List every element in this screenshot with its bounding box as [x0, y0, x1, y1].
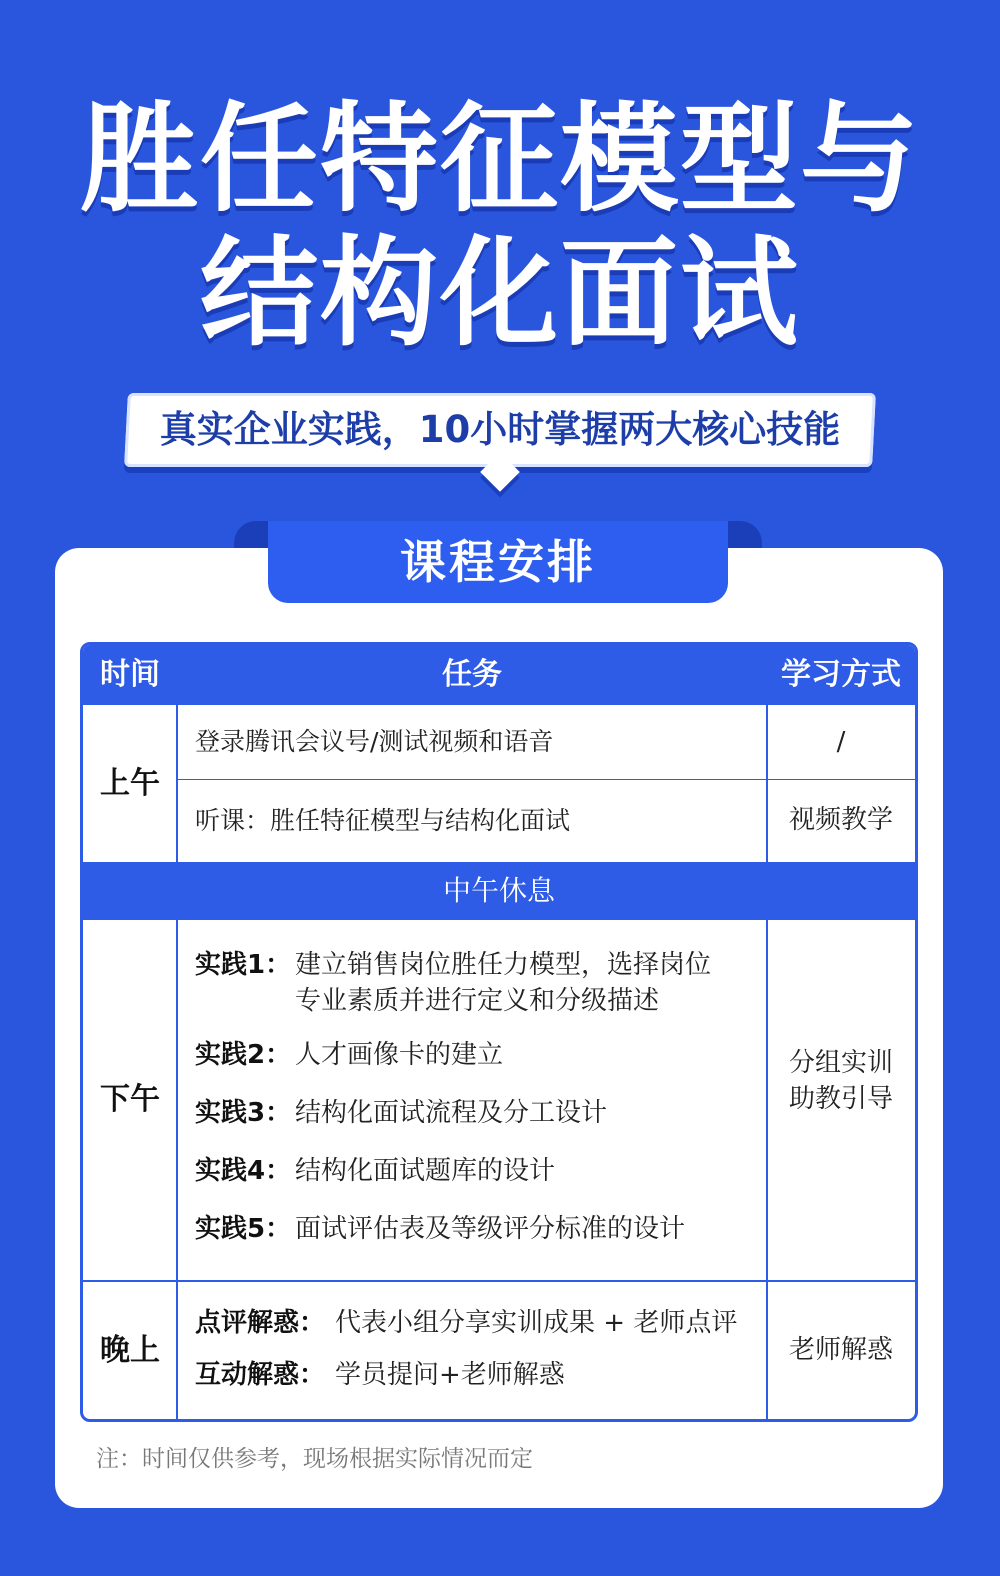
evening-method: 老师解惑 [788, 1335, 893, 1365]
page-title-line-2: 结构化面试 [199, 224, 800, 362]
evening-item-2-label: 互动解惑： [195, 1360, 326, 1390]
afternoon-method-line-1: 分组实训 [788, 1048, 893, 1078]
evening-item-1-text: 代表小组分享实训成果 + 老师点评 [335, 1308, 738, 1338]
morning-task-1: 登录腾讯会议号/测试视频和语音 [195, 727, 554, 756]
morning-method-1: / [836, 727, 846, 757]
practice-4-text: 结构化面试题库的设计 [295, 1156, 556, 1186]
header-time: 时间 [83, 645, 177, 705]
practice-3-label: 实践3： [195, 1098, 292, 1128]
period-morning: 上午 [100, 766, 160, 801]
evening-item-1-label: 点评解惑： [195, 1308, 326, 1338]
afternoon-method [767, 1045, 915, 1117]
header-method: 学习方式 [767, 645, 915, 705]
page-title-line-1: 胜任特征模型与 [79, 90, 920, 228]
practice-5-text: 面试评估表及等级评分标准的设计 [295, 1214, 686, 1244]
period-afternoon: 下午 [100, 1082, 160, 1117]
afternoon-method-line-2: 助教引导 [788, 1084, 893, 1114]
page-title [0, 92, 1000, 360]
header-task: 任务 [177, 645, 767, 705]
subtitle-text: 真实企业实践，10小时掌握两大核心技能 [159, 408, 841, 451]
noon-break: 中午休息 [83, 862, 915, 920]
practice-1-line-1: 建立销售岗位胜任力模型，选择岗位 [295, 950, 712, 980]
practice-1-line-2: 专业素质并进行定义和分级描述 [295, 986, 660, 1016]
row-divider [177, 779, 918, 780]
practice-1-label: 实践1： [195, 950, 292, 980]
practice-4-label: 实践4： [195, 1156, 292, 1186]
column-divider [176, 705, 178, 862]
schedule-table [80, 642, 918, 1422]
column-divider [766, 705, 768, 862]
section-tab: 课程安排 [268, 521, 728, 603]
practice-2-label: 实践2： [195, 1040, 292, 1070]
column-divider [176, 920, 178, 1422]
morning-method-2: 视频教学 [788, 805, 893, 835]
practice-5-label: 实践5： [195, 1214, 292, 1244]
row-divider [83, 1280, 918, 1282]
practice-2-text: 人才画像卡的建立 [295, 1040, 504, 1070]
period-evening: 晚上 [100, 1333, 160, 1368]
column-divider [766, 920, 768, 1422]
morning-task-2: 听课：胜任特征模型与结构化面试 [195, 806, 571, 835]
practice-3-text: 结构化面试流程及分工设计 [295, 1098, 608, 1128]
footnote: 注：时间仅供参考，现场根据实际情况而定 [96, 1446, 533, 1472]
evening-item-2-text: 学员提问+老师解惑 [335, 1360, 565, 1390]
